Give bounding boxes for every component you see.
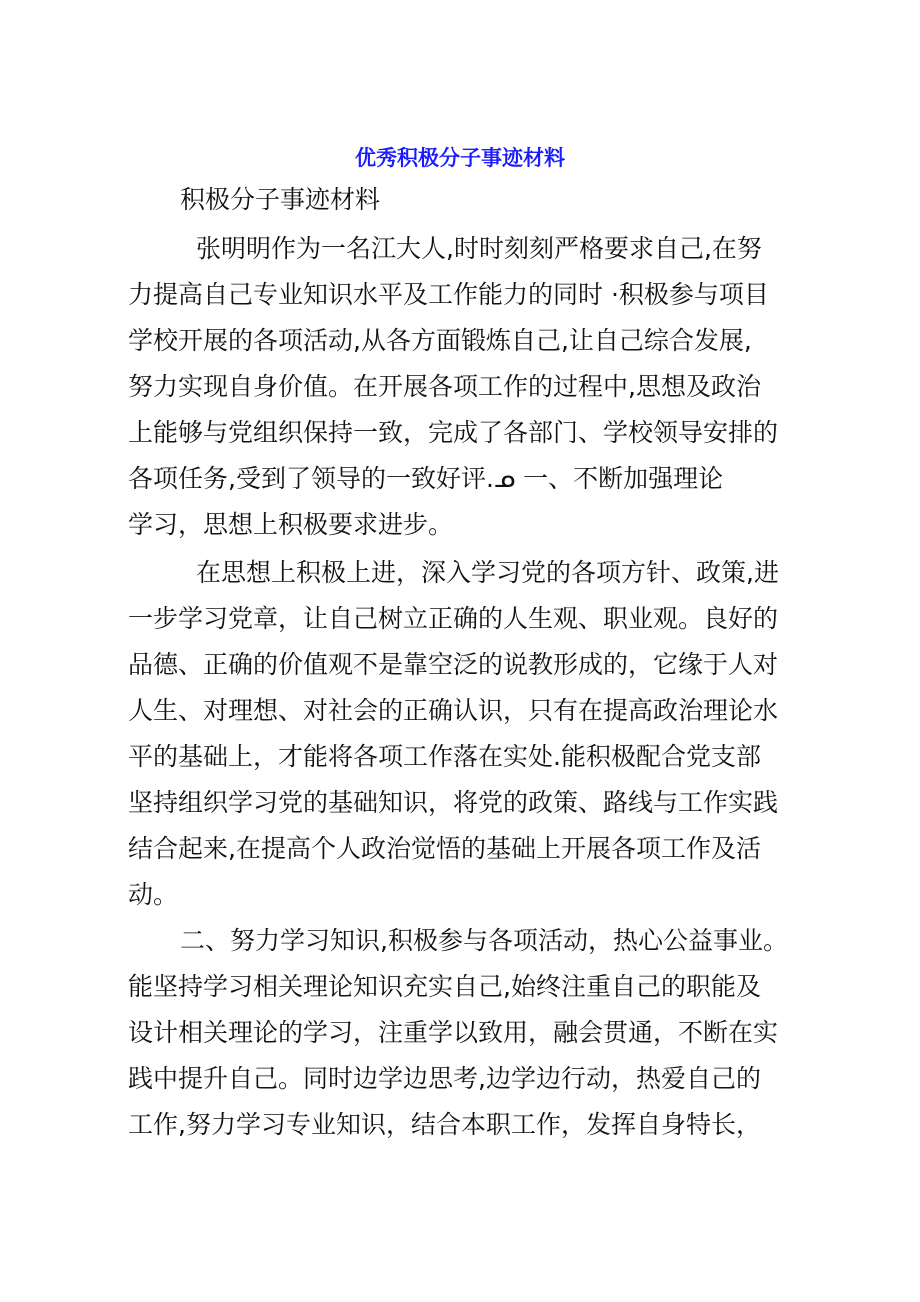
body-line-5: 上能够与党组织保持一致，完成了各部门、学校领导安排的 [128,418,779,447]
body-line-12: 平的基础上，才能将各项工作落在实处.能积极配合党支部 [128,742,761,771]
body-line-6: 各项任务,受到了领导的一致好评.ᓄ 一、不断加强理论 [128,464,724,493]
body-line-20: 工作,努力学习专业知识，结合本职工作，发挥自身特长， [128,1110,761,1139]
body-line-3: 学校开展的各项活动,从各方面锻炼自己,让自己综合发展, [128,326,752,355]
body-line-10: 品德、正确的价值观不是靠空泛的说教形成的，它缘于人对 [128,650,779,679]
body-line-13: 坚持组织学习党的基础知识，将党的政策、路线与工作实践 [128,788,779,817]
body-line-2: 力提高自己专业知识水平及工作能力的同时 ·积极参与项目 [128,280,769,309]
document-subtitle: 积极分子事迹材料 [180,185,381,214]
body-line-16: 二、努力学习知识,积极参与各项活动，热心公益事业。 [180,926,788,955]
body-line-1: 张明明作为一名江大人,时时刻刻严格要求自己,在努 [196,234,762,263]
body-line-15: 动。 [128,880,179,909]
body-line-17: 能坚持学习相关理论知识充实自己,始终注重自己的职能及 [128,972,761,1001]
body-line-4: 努力实现自身价值。在开展各项工作的过程中,思想及政治 [128,372,761,401]
body-line-14: 结合起来,在提高个人政治觉悟的基础上开展各项工作及活 [128,834,761,863]
body-line-8: 在思想上积极上进，深入学习党的各项方针、政策,进 [196,558,779,587]
document-title: 优秀积极分子事迹材料 [355,146,565,170]
body-line-19: 践中提升自己。同时边学边思考,边学边行动，热爱自己的 [128,1064,761,1093]
body-line-9: 一步学习党章，让自己树立正确的人生观、职业观。良好的 [128,604,779,633]
body-line-7: 学习，思想上积极要求进步。 [128,510,454,539]
body-line-18: 设计相关理论的学习，注重学以致用，融会贯通，不断在实 [128,1018,779,1047]
body-line-11: 人生、对理想、对社会的正确认识，只有在提高政治理论水 [128,696,779,725]
